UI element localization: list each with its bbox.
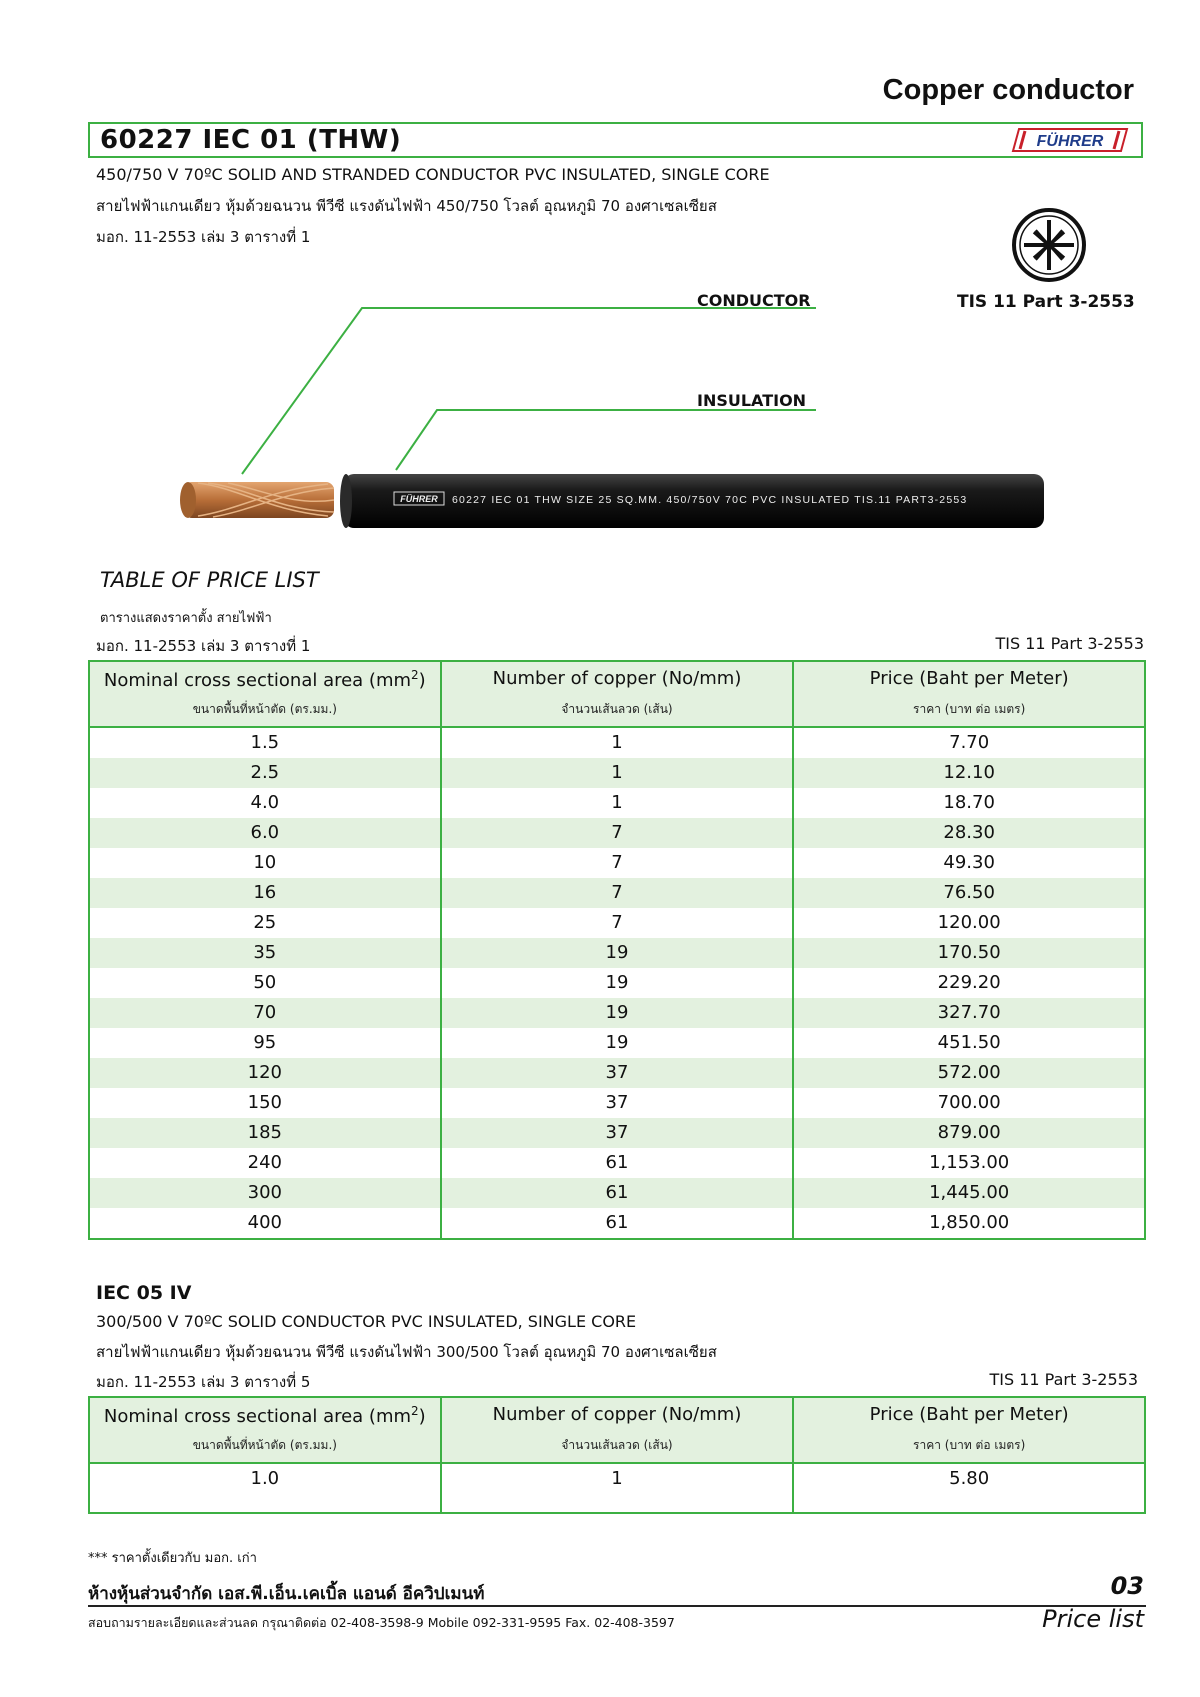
price-cell: 18.70	[793, 788, 1145, 818]
cross-section-cell: 120	[89, 1058, 441, 1088]
svg-text:FÜHRER: FÜHRER	[400, 494, 438, 504]
copper-count-cell: 61	[441, 1148, 794, 1178]
footer-divider	[88, 1605, 1146, 1607]
iec05-spec-en: 300/500 V 70ºC SOLID CONDUCTOR PVC INSULATED, SINGLE CORE	[96, 1312, 637, 1331]
cross-section-cell: 240	[89, 1148, 441, 1178]
cross-section-cell: 185	[89, 1118, 441, 1148]
iec05-spec-th: สายไฟฟ้าแกนเดียว หุ้มด้วยฉนวน พีวีซี แรงดันไฟฟ้า 300/500 โวลต์ อุณหภูมิ 70 องศาเซลเซียส	[96, 1343, 717, 1361]
copper-count-cell: 1	[441, 727, 794, 758]
table-row	[89, 1058, 1145, 1088]
table-row	[89, 1148, 1145, 1178]
copper-count-cell: 37	[441, 1088, 794, 1118]
price-cell: 120.00	[793, 908, 1145, 938]
header-copper-count: Number of copper (No/mm) จำนวนเส้นลวด (เส้น)	[441, 1397, 794, 1463]
header-cross-section: Nominal cross sectional area $(mm^2)$ ขนาดพื้นที่หน้าตัด (ตร.มม.)	[89, 1397, 441, 1463]
price-cell: 229.20	[793, 968, 1145, 998]
price-cell: 1,153.00	[793, 1148, 1145, 1178]
cross-section-cell: 50	[89, 968, 441, 998]
price-cell: 5.80	[793, 1463, 1145, 1513]
iec05-title: IEC 05 IV	[96, 1282, 192, 1304]
table-row	[89, 968, 1145, 998]
price-list-title: TABLE OF PRICE LIST	[100, 568, 319, 592]
table-row	[89, 788, 1145, 818]
cross-section-cell: 400	[89, 1208, 441, 1239]
cross-section-cell: 300	[89, 1178, 441, 1208]
header-price: Price (Baht per Meter) ราคา (บาท ต่อ เมตร)	[793, 661, 1145, 727]
price-cell: 76.50	[793, 878, 1145, 908]
price-list-subtitle-th: ตารางแสดงราคาตั้ง สายไฟฟ้า	[100, 611, 272, 626]
product-spec-en: 450/750 V 70ºC SOLID AND STRANDED CONDUCTOR PVC INSULATED, SINGLE CORE	[96, 165, 770, 184]
copper-count-cell: 1	[441, 788, 794, 818]
table-header-row	[89, 661, 1145, 727]
table-row	[89, 1118, 1145, 1148]
cable-illustration	[178, 470, 1048, 532]
page-footer-title: Price list	[1042, 1605, 1144, 1633]
copper-count-cell: 61	[441, 1178, 794, 1208]
insulation-label: INSULATION	[697, 391, 807, 410]
header-copper-count: Number of copper (No/mm) จำนวนเส้นลวด (เส้น)	[441, 661, 794, 727]
copper-count-cell: 19	[441, 998, 794, 1028]
copper-count-cell: 37	[441, 1058, 794, 1088]
copper-count-cell: 19	[441, 938, 794, 968]
product-spec-th: สายไฟฟ้าแกนเดียว หุ้มด้วยฉนวน พีวีซี แรงดันไฟฟ้า 450/750 โวลต์ อุณหภูมิ 70 องศาเซลเซียส	[96, 197, 717, 215]
table1-standard-en: TIS 11 Part 3-2553	[995, 634, 1144, 653]
cross-section-cell: 70	[89, 998, 441, 1028]
cross-section-cell: 35	[89, 938, 441, 968]
table-row	[89, 1028, 1145, 1058]
svg-text:FÜHRER: FÜHRER	[1036, 133, 1104, 150]
product-name: 60227 IEC 01 (THW)	[100, 125, 402, 155]
cross-section-cell: 6.0	[89, 818, 441, 848]
price-cell: 1,850.00	[793, 1208, 1145, 1239]
page-number: 03	[1110, 1572, 1144, 1600]
table-row	[89, 1208, 1145, 1239]
price-cell: 12.10	[793, 758, 1145, 788]
price-cell: 572.00	[793, 1058, 1145, 1088]
copper-count-cell: 37	[441, 1118, 794, 1148]
price-cell: 28.30	[793, 818, 1145, 848]
table-row	[89, 758, 1145, 788]
tis-caption: TIS 11 Part 3-2553	[957, 292, 1135, 312]
copper-count-cell: 7	[441, 848, 794, 878]
header-price: Price (Baht per Meter) ราคา (บาท ต่อ เมตร)	[793, 1397, 1145, 1463]
price-table-iec01	[88, 660, 1146, 1240]
cross-section-cell: 1.5	[89, 727, 441, 758]
table-row	[89, 1463, 1145, 1513]
cross-section-cell: 150	[89, 1088, 441, 1118]
copper-count-cell: 1	[441, 758, 794, 788]
cross-section-cell: 1.0	[89, 1463, 441, 1513]
table-row	[89, 998, 1145, 1028]
cross-section-cell: 25	[89, 908, 441, 938]
contact-info: สอบถามรายละเอียดและส่วนลด กรุณาติดต่อ 02-408-3598-9 Mobile 092-331-9595 Fax. 02-408-3597	[88, 1615, 675, 1630]
price-cell: 170.50	[793, 938, 1145, 968]
price-cell: 327.70	[793, 998, 1145, 1028]
company-name: ห้างหุ้นส่วนจำกัด เอส.พี.เอ็น.เคเบิ้ล แอนด์ อีควิปเมนท์	[88, 1584, 485, 1604]
price-cell: 7.70	[793, 727, 1145, 758]
svg-text:60227 IEC 01 THW SIZE 25 SQ.MM: 60227 IEC 01 THW SIZE 25 SQ.MM. 450/750V 70C PVC INSULATED TIS.11 PART3-2553	[452, 494, 968, 506]
price-cell: 451.50	[793, 1028, 1145, 1058]
price-table-iec05	[88, 1396, 1146, 1514]
product-standard-th: มอก. 11-2553 เล่ม 3 ตารางที่ 1	[96, 228, 311, 246]
copper-count-cell: 1	[441, 1463, 794, 1513]
table-row	[89, 818, 1145, 848]
copper-count-cell: 7	[441, 878, 794, 908]
cross-section-cell: 4.0	[89, 788, 441, 818]
copper-count-cell: 19	[441, 968, 794, 998]
document-title: Copper conductor	[882, 74, 1134, 106]
copper-count-cell: 7	[441, 908, 794, 938]
price-cell: 49.30	[793, 848, 1145, 878]
copper-count-cell: 19	[441, 1028, 794, 1058]
table1-standard-th: มอก. 11-2553 เล่ม 3 ตารางที่ 1	[96, 637, 311, 655]
header-cross-section: Nominal cross sectional area $(mm^2)$ ขนาดพื้นที่หน้าตัด (ตร.มม.)	[89, 661, 441, 727]
price-cell: 700.00	[793, 1088, 1145, 1118]
cross-section-cell: 2.5	[89, 758, 441, 788]
footnote: *** ราคาตั้งเดียวกับ มอก. เก่า	[88, 1551, 257, 1566]
price-cell: 1,445.00	[793, 1178, 1145, 1208]
cross-section-cell: 16	[89, 878, 441, 908]
copper-count-cell: 7	[441, 818, 794, 848]
cross-section-cell: 10	[89, 848, 441, 878]
cross-section-cell: 95	[89, 1028, 441, 1058]
table-row	[89, 1178, 1145, 1208]
conductor-label: CONDUCTOR	[697, 291, 811, 310]
table2-standard-th: มอก. 11-2553 เล่ม 3 ตารางที่ 5	[96, 1373, 311, 1391]
table2-standard-en: TIS 11 Part 3-2553	[989, 1370, 1138, 1389]
table-row	[89, 938, 1145, 968]
table-row	[89, 908, 1145, 938]
table-row	[89, 1088, 1145, 1118]
table-row	[89, 727, 1145, 758]
table-row	[89, 848, 1145, 878]
table-row	[89, 878, 1145, 908]
table-header-row	[89, 1397, 1145, 1463]
copper-count-cell: 61	[441, 1208, 794, 1239]
price-cell: 879.00	[793, 1118, 1145, 1148]
